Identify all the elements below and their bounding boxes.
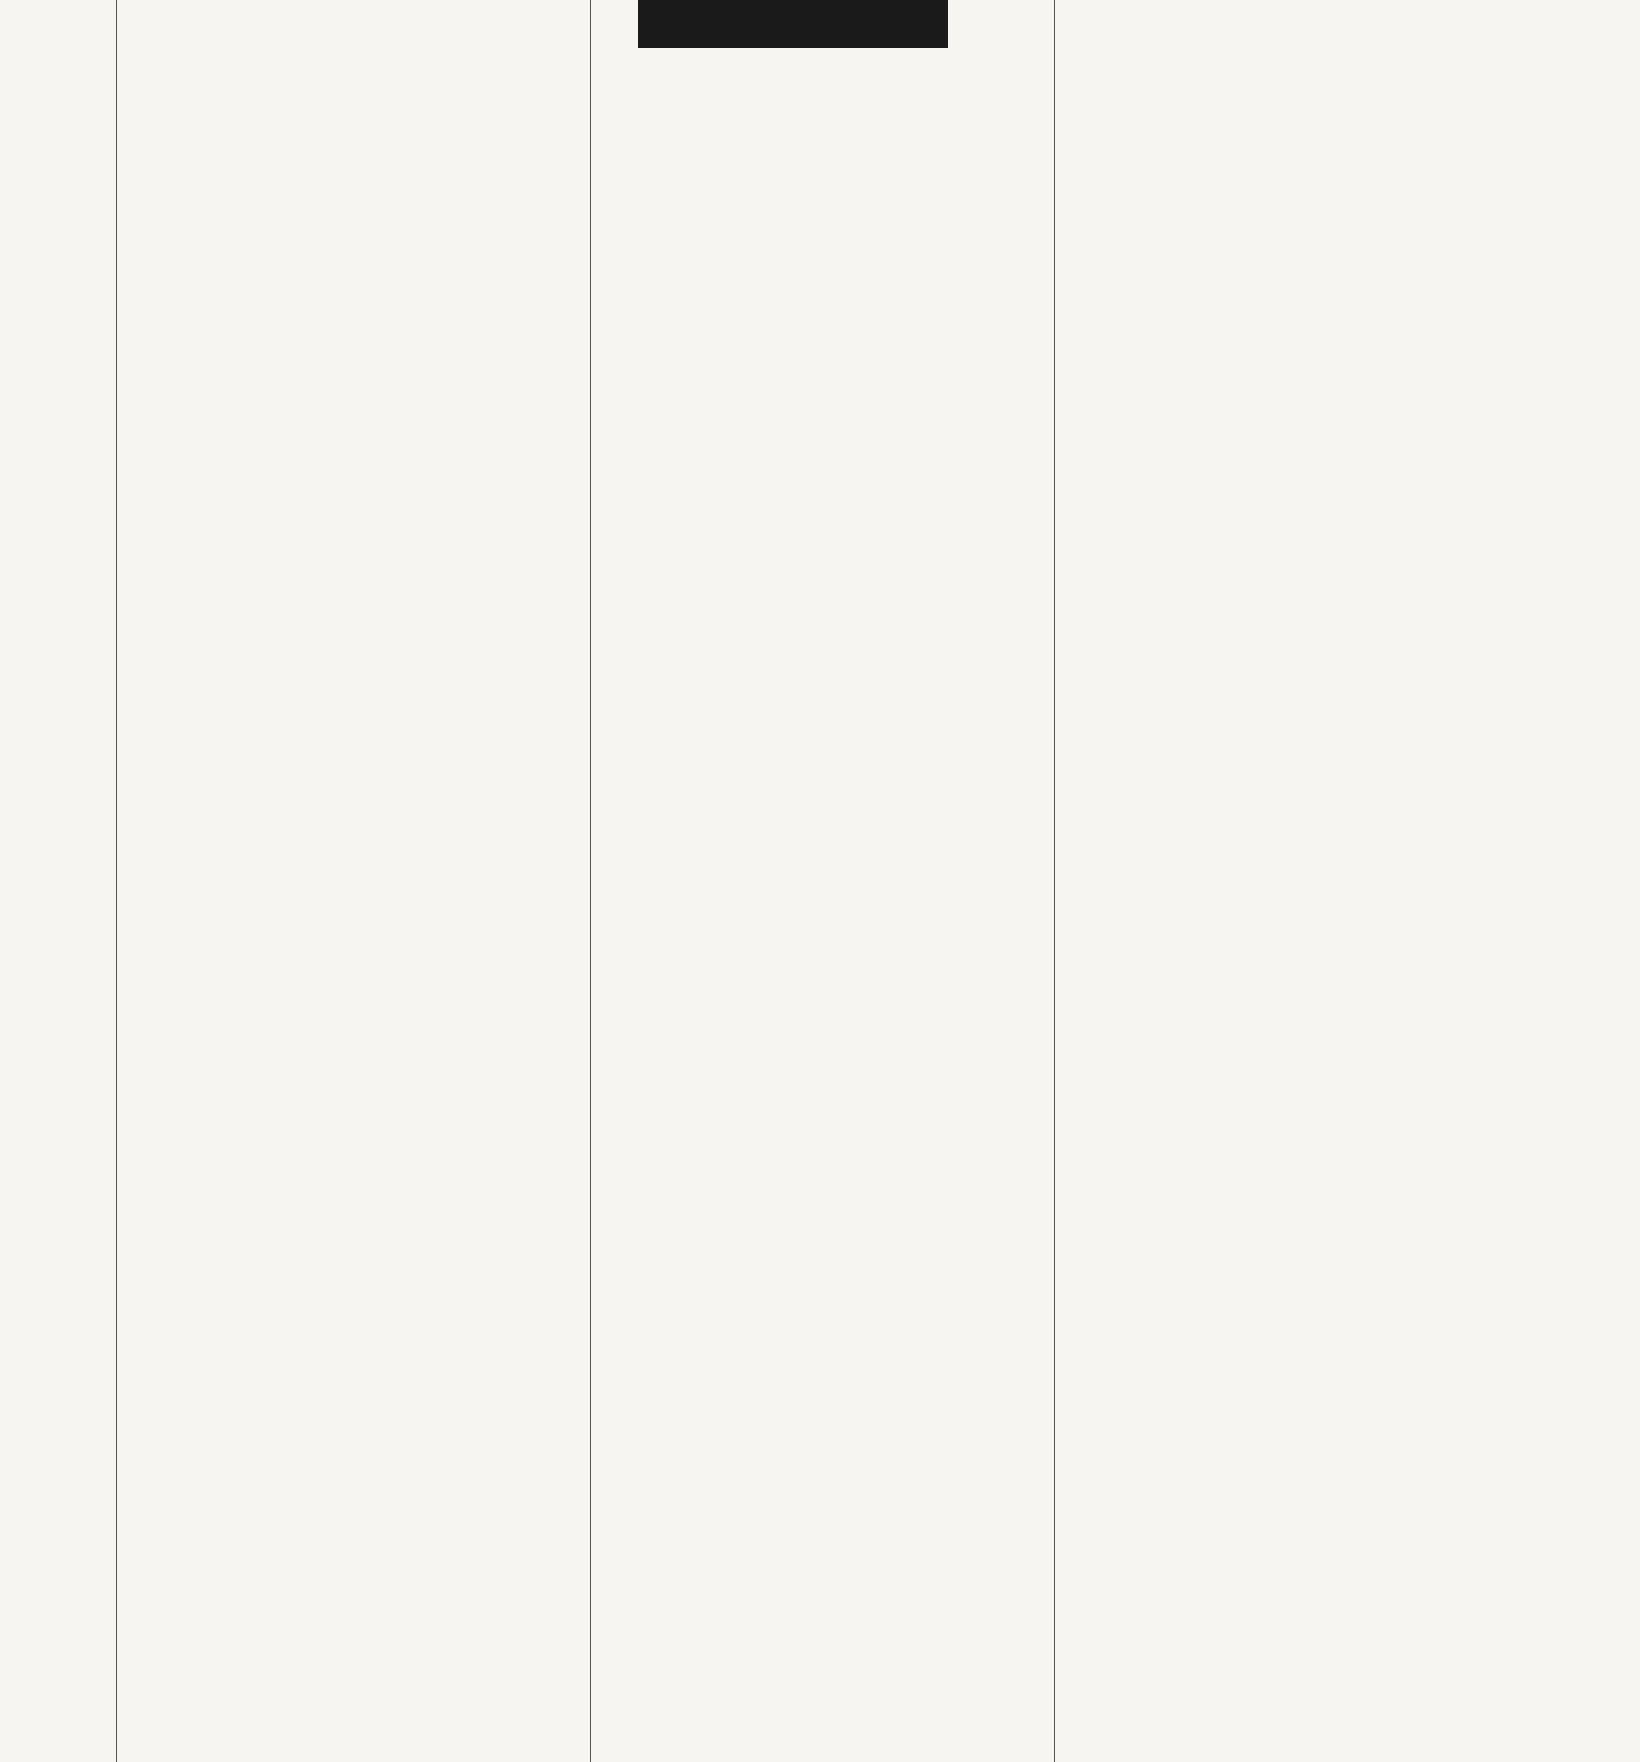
photograph (638, 0, 948, 48)
column-rule (1054, 0, 1055, 1762)
column-1 (0, 0, 112, 14)
column-3 (598, 0, 1046, 132)
column-rule (590, 0, 591, 1762)
column-rule (116, 0, 117, 1762)
